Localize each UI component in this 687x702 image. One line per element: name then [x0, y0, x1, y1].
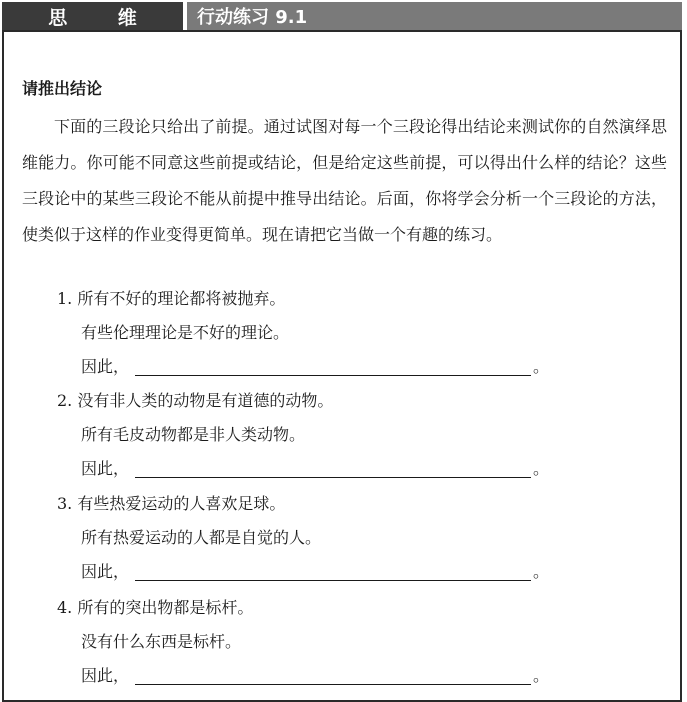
premise-2: 所有毛皮动物都是非人类动物。: [81, 425, 306, 444]
item-number: 4.: [57, 598, 73, 617]
period: 。: [533, 459, 550, 478]
header-rule: [2, 30, 682, 32]
item-number: 1.: [57, 289, 73, 308]
premise-1: 所有不好的理论都将被抛弃。: [77, 289, 286, 308]
exercise-item-3: [57, 487, 549, 589]
answer-blank-2[interactable]: [135, 476, 531, 478]
intro-paragraph: 下面的三段论只给出了前提。通过试图对每一个三段论得出结论来测试你的自然演绎思维能力。你可能不同意这些前提或结论，但是给定这些前提，可以得出什么样的结论？这些三段论中的某些三段论不能从前提中推导出结论。后面，你将学会分析一个三段论的方法，使类似于这样的作业变得更简单。现在请把它当做一个有趣的练习。: [22, 117, 667, 244]
premise-1: 没有非人类的动物是有道德的动物。: [77, 391, 334, 410]
answer-blank-3[interactable]: [135, 579, 531, 581]
period: 。: [533, 666, 550, 685]
conclusion-label: 因此，: [81, 562, 130, 581]
premise-1: 所有的突出物都是标杆。: [77, 598, 254, 617]
period: 。: [533, 562, 550, 581]
premise-2: 没有什么东西是标杆。: [81, 632, 242, 651]
premise-1: 有些热爱运动的人喜欢足球。: [77, 494, 286, 513]
item-number: 3.: [57, 494, 73, 513]
period: 。: [533, 357, 550, 376]
premise-2: 所有热爱运动的人都是自觉的人。: [81, 528, 322, 547]
conclusion-label: 因此，: [81, 666, 130, 685]
answer-blank-1[interactable]: [135, 374, 531, 376]
answer-blank-4[interactable]: [135, 683, 531, 685]
exercise-item-2: [57, 384, 549, 486]
page-header: [2, 2, 682, 30]
header-exercise-title: 行动练习 9.1: [187, 2, 682, 30]
conclusion-label: 因此，: [81, 357, 130, 376]
premise-2: 有些伦理理论是不好的理论。: [81, 323, 290, 342]
exercise-item-4: [57, 591, 549, 693]
header-category: 思 维: [2, 2, 183, 30]
conclusion-label: 因此，: [81, 459, 130, 478]
item-number: 2.: [57, 391, 73, 410]
section-title: 请推出结论: [22, 79, 103, 98]
exercise-item-1: [57, 282, 549, 384]
